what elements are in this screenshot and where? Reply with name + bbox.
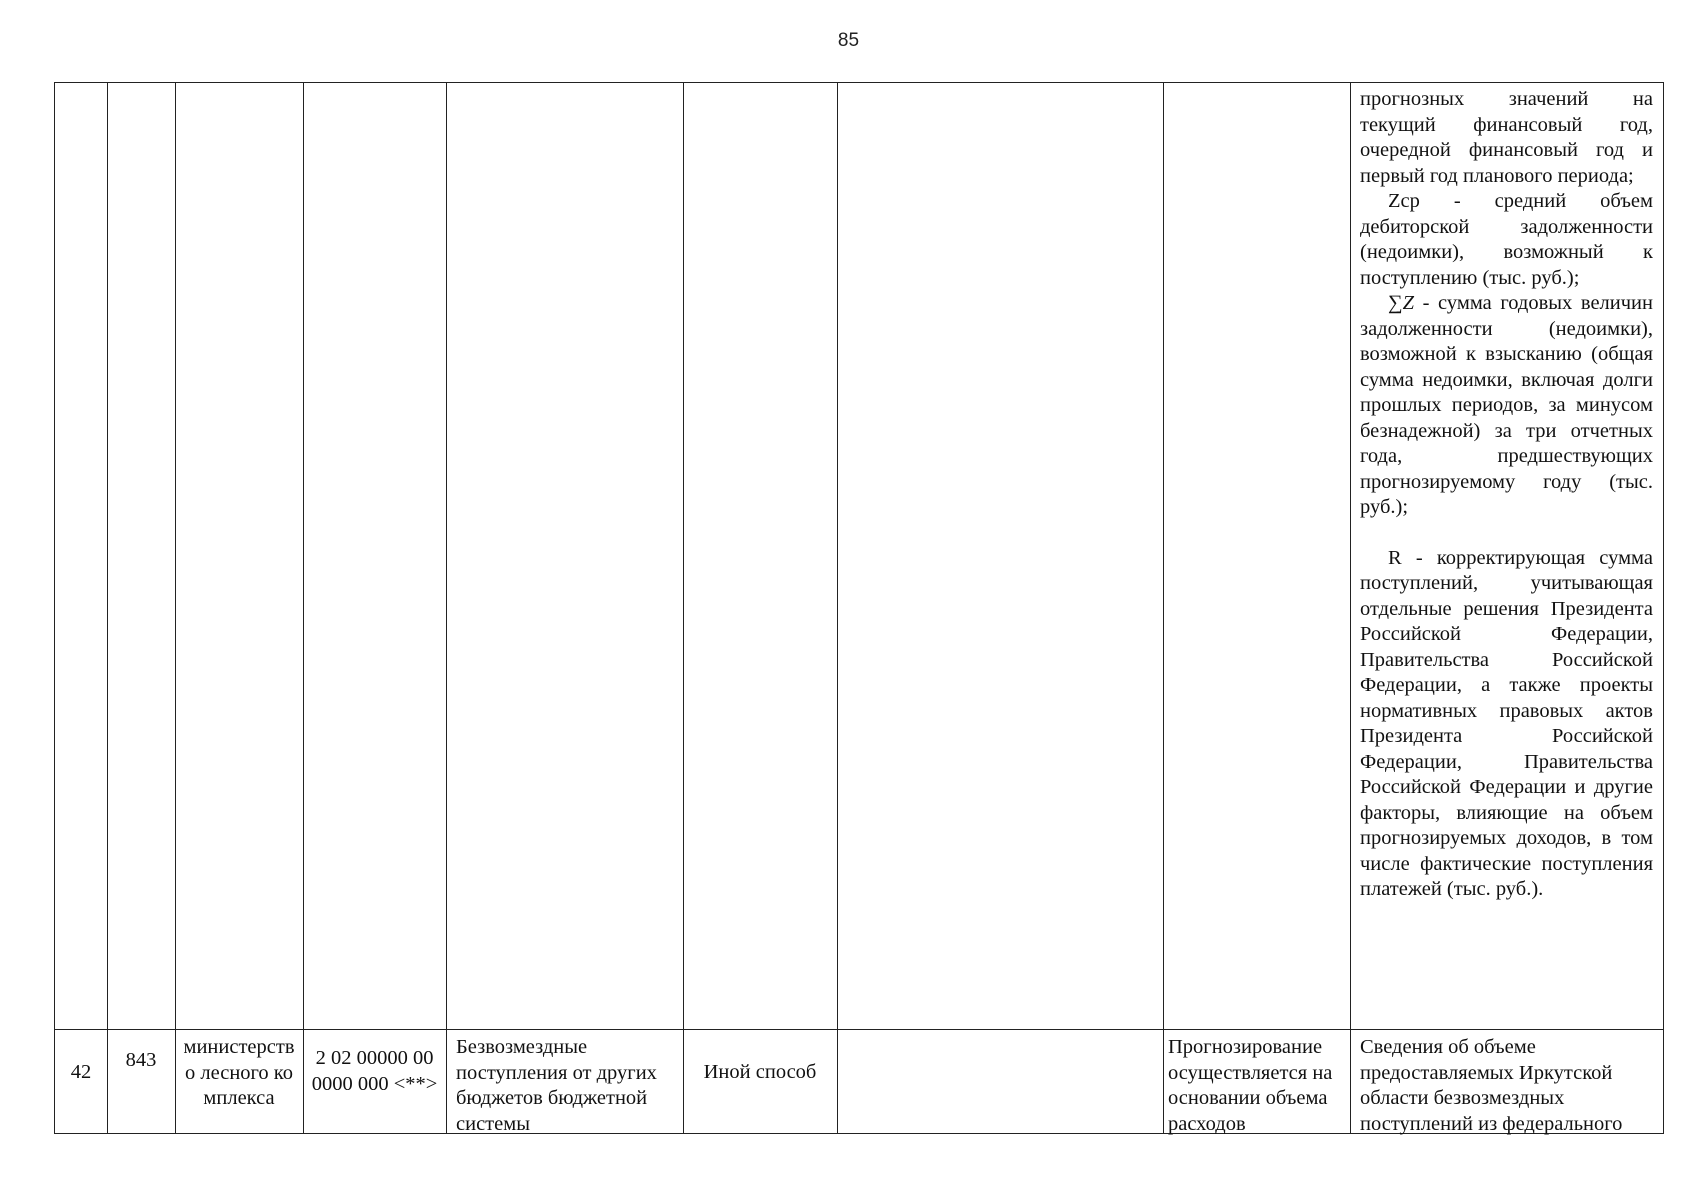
row-divider <box>55 1029 1663 1030</box>
administrator-code: 843 <box>125 1049 157 1071</box>
methodology-cell <box>1360 87 1653 903</box>
column-divider <box>446 83 447 1133</box>
calculation-algorithm: Прогнозирование осуществляется на основании объема расходов <box>1168 1036 1333 1135</box>
row-number: 42 <box>70 1061 92 1083</box>
methodology-paragraph-2: Zср - средний объем дебиторской задолженности (недоимки), возможный к поступлению (тыс. руб.); <box>1360 190 1653 289</box>
column-divider <box>1163 83 1164 1133</box>
page-number: 85 <box>837 30 860 51</box>
methodology-paragraph-3 <box>1360 291 1653 521</box>
methodology-paragraph-3-text: - сумма годовых величин задолженности (недоимки), возможной к взысканию (общая сумма недоимки, включая долги прошлых периодов, за минусом безнадежной) за три отчетных года, предшествующих прогнозируемому году (тыс. руб.); <box>1360 292 1653 518</box>
calculation-method: Иной способ <box>703 1061 817 1083</box>
column-divider <box>837 83 838 1133</box>
data-source: Сведения об объеме предоставляемых Иркутской области безвозмездных поступлений из федерального <box>1360 1036 1623 1135</box>
methodology-paragraph-4: R - корректирующая сумма поступлений, учитывающая отдельные решения Президента Российской Федерации, Правительства Российской Федерации, а также проекты нормативных правовых актов Президента Российской Федерации, Правительства Российской Федерации и другие факторы, влияющие на объем прогнозируемых доходов, в том числе фактические поступления платежей (тыс. руб.). <box>1360 546 1653 900</box>
column-divider <box>303 83 304 1133</box>
methodology-paragraph-1: прогнозных значений на текущий финансовый год, очередной финансовый год и первый год планового периода; <box>1360 88 1653 187</box>
sum-symbol: ∑Z <box>1388 292 1415 314</box>
column-divider <box>175 83 176 1133</box>
column-divider <box>683 83 684 1133</box>
income-forecast-table <box>54 82 1664 1134</box>
administrator-name: министерство лесного комплекса <box>183 1036 295 1109</box>
column-divider <box>1350 83 1351 1133</box>
budget-classification-code: 2 02 00000 00 0000 000 <**> <box>311 1047 438 1095</box>
income-type-name: Безвозмездные поступления от других бюджетов бюджетной системы <box>456 1036 657 1135</box>
column-divider <box>107 83 108 1133</box>
